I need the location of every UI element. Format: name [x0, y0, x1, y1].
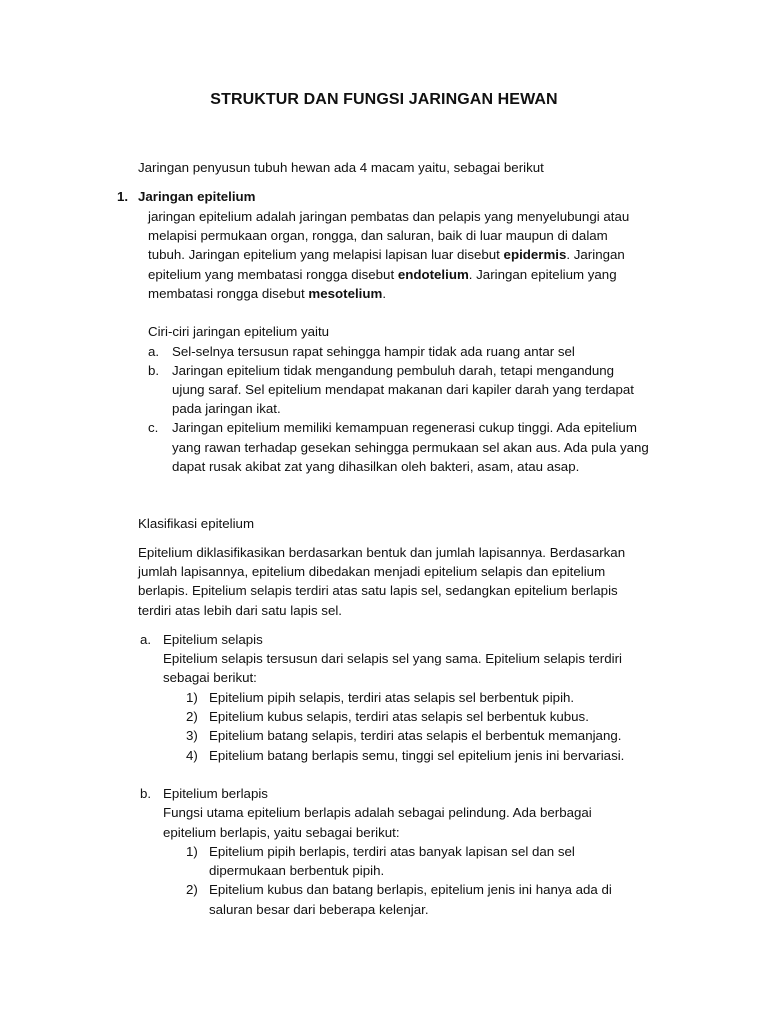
- paragraph-line: Epitelium selapis tersusun dari selapis sel yang sama. Epitelium selapis terdiri: [163, 651, 622, 666]
- intro-text: Jaringan penyusun tubuh hewan ada 4 macam yaitu, sebagai berikut: [138, 160, 544, 175]
- list-marker: b.: [140, 786, 152, 801]
- list-marker: c.: [148, 420, 159, 435]
- list-item: ujung saraf. Sel epitelium mendapat makanan dari kapiler darah yang terdapat: [172, 382, 634, 397]
- list-item: dipermukaan berbentuk pipih.: [209, 863, 385, 878]
- list-item: saluran besar dari beberapa kelenjar.: [209, 902, 429, 917]
- list-marker: 2): [186, 709, 198, 724]
- paragraph-line: epitelium berlapis, yaitu sebagai berikut:: [163, 825, 400, 840]
- list-item: Jaringan epitelium memiliki kemampuan regenerasi cukup tinggi. Ada epitelium: [172, 420, 637, 435]
- list-marker: a.: [148, 344, 160, 359]
- list-item: Epitelium kubus dan batang berlapis, epitelium jenis ini hanya ada di: [209, 882, 612, 897]
- list-marker: 2): [186, 882, 198, 897]
- list-item: Sel-selnya tersusun rapat sehingga hampir tidak ada ruang antar sel: [172, 344, 575, 359]
- paragraph-line: epitelium yang membatasi rongga disebut endotelium. Jaringan epitelium yang: [148, 267, 617, 282]
- list-item: Epitelium kubus selapis, terdiri atas selapis sel berbentuk kubus.: [209, 709, 589, 724]
- selapis-heading: Epitelium selapis: [163, 632, 263, 647]
- paragraph-line: jaringan epitelium adalah jaringan pembatas dan pelapis yang menyelubungi atau: [148, 209, 630, 224]
- list-marker: a.: [140, 632, 152, 647]
- berlapis-heading: Epitelium berlapis: [163, 786, 268, 801]
- list-marker: b.: [148, 363, 160, 378]
- paragraph-line: sebagai berikut:: [163, 670, 257, 685]
- page-title: STRUKTUR DAN FUNGSI JARINGAN HEWAN: [210, 91, 558, 108]
- list-item: pada jaringan ikat.: [172, 401, 281, 416]
- list-item: Jaringan epitelium tidak mengandung pembuluh darah, tetapi mengandung: [172, 363, 615, 378]
- ciri-heading: Ciri-ciri jaringan epitelium yaitu: [148, 324, 330, 339]
- list-item: Epitelium pipih berlapis, terdiri atas banyak lapisan sel dan sel: [209, 844, 575, 859]
- list-item: Epitelium batang berlapis semu, tinggi sel epitelium jenis ini bervariasi.: [209, 748, 625, 763]
- paragraph-line: jumlah lapisannya, epitelium dibedakan menjadi epitelium selapis dan epitelium: [138, 564, 606, 579]
- section-1-heading: Jaringan epitelium: [138, 189, 256, 204]
- term-mesotelium: mesotelium: [308, 286, 383, 301]
- term-endotelium: endotelium: [397, 267, 469, 282]
- klasifikasi-heading: Klasifikasi epitelium: [138, 516, 255, 531]
- section-1-number: 1.: [117, 189, 129, 204]
- paragraph-line: membatasi rongga disebut mesotelium.: [148, 286, 387, 301]
- paragraph-line: tubuh. Jaringan epitelium yang melapisi lapisan luar disebut epidermis. Jaringan: [148, 247, 625, 262]
- list-item: Epitelium batang selapis, terdiri atas selapis el berbentuk memanjang.: [209, 728, 622, 743]
- list-marker: 1): [186, 690, 198, 705]
- list-marker: 3): [186, 728, 198, 743]
- list-item: dapat rusak akibat zat yang dihasilkan oleh bakteri, asam, atau asap.: [172, 459, 580, 474]
- paragraph-line: berlapis. Epitelium selapis terdiri atas satu lapis sel, sedangkan epitelium berlapis: [138, 583, 618, 598]
- paragraph-line: melapisi permukaan organ, rongga, dan saluran, baik di luar maupun di dalam: [148, 228, 608, 243]
- paragraph-line: Fungsi utama epitelium berlapis adalah sebagai pelindung. Ada berbagai: [163, 805, 592, 820]
- list-marker: 4): [186, 748, 198, 763]
- list-marker: 1): [186, 844, 198, 859]
- paragraph-line: terdiri atas lebih dari satu lapis sel.: [138, 603, 342, 618]
- list-item: Epitelium pipih selapis, terdiri atas selapis sel berbentuk pipih.: [209, 690, 575, 705]
- list-item: yang rawan terhadap gesekan sehingga permukaan sel akan aus. Ada pula yang: [172, 440, 649, 455]
- term-epidermis: epidermis: [503, 247, 567, 262]
- paragraph-line: Epitelium diklasifikasikan berdasarkan bentuk dan jumlah lapisannya. Berdasarkan: [138, 545, 626, 560]
